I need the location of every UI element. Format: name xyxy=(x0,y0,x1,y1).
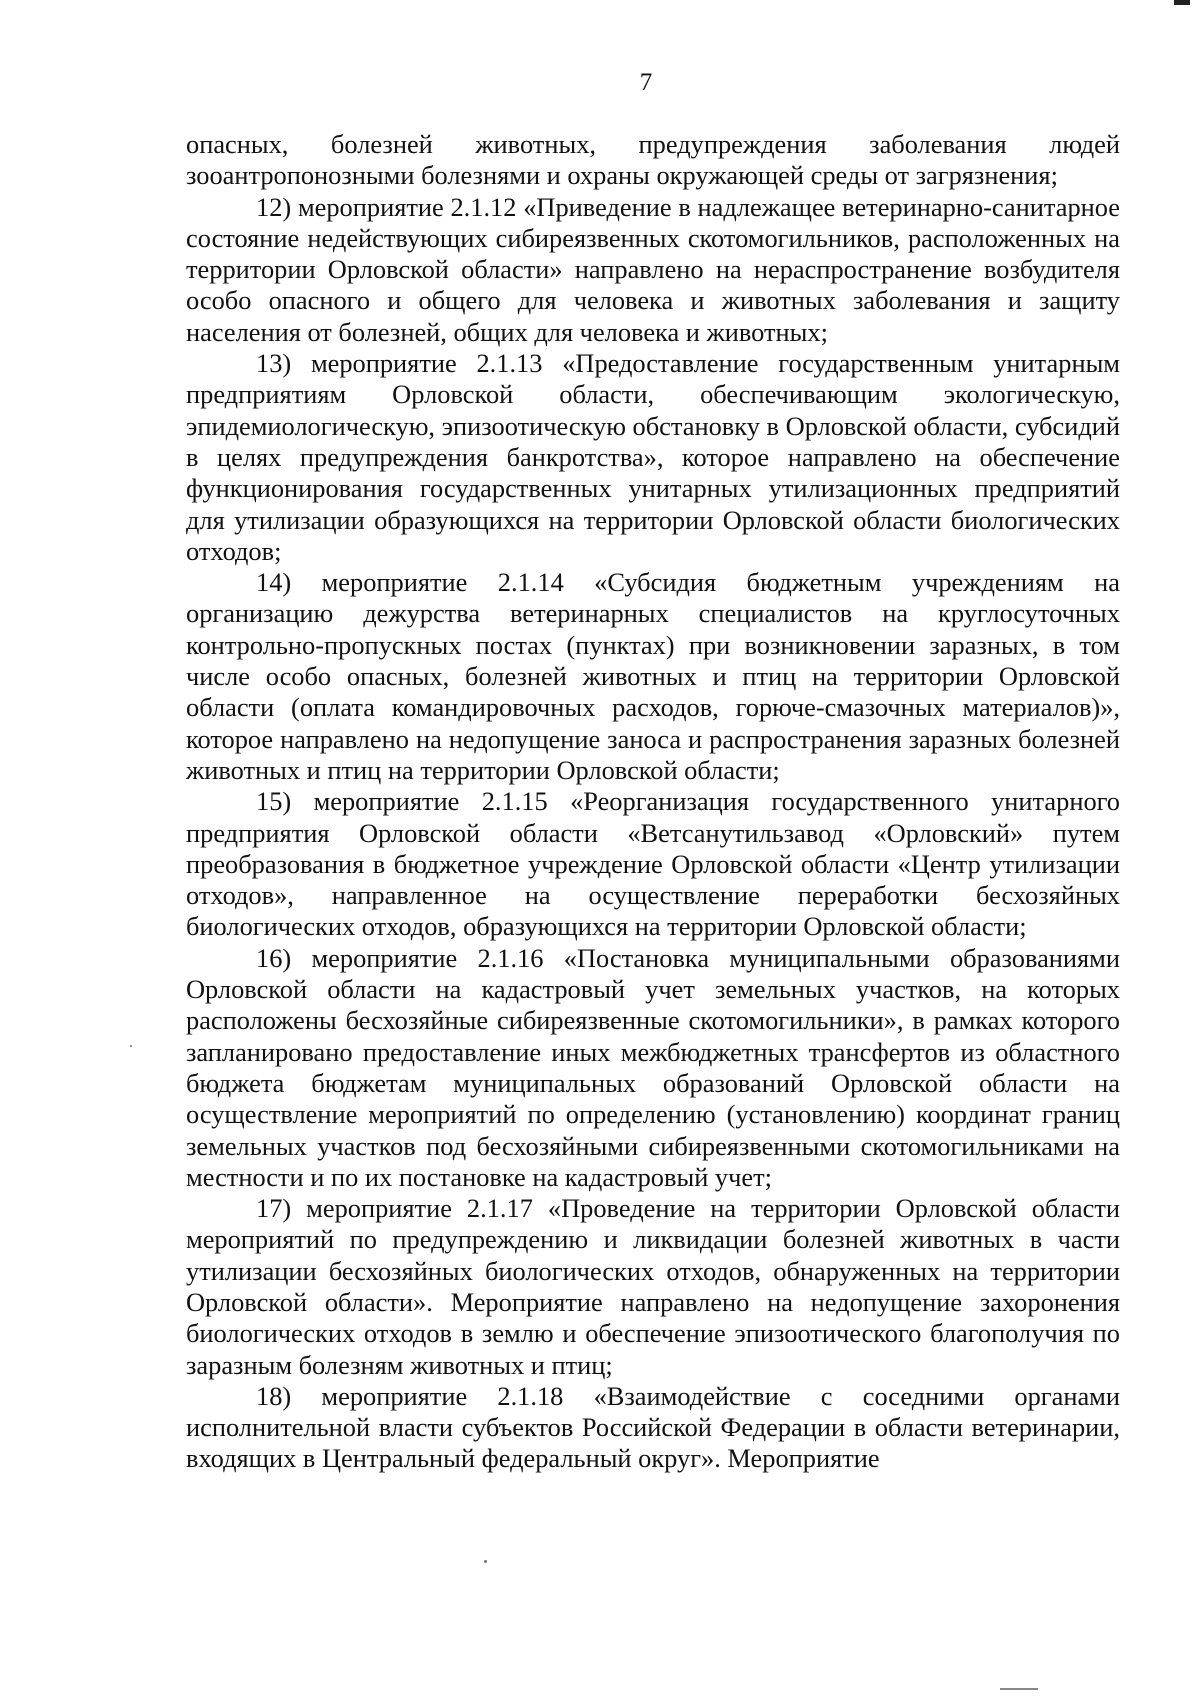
page-number: 7 xyxy=(639,69,653,96)
scan-speck xyxy=(484,1560,487,1563)
paragraph-item-14: 14) мероприятие 2.1.14 «Субсидия бюджетным учреждениям на организацию дежурства ветеринарных специалистов на круглосуточных контрольно-пропускных постах (пунктах) при возникновении заразных, в том числе особо опасных, болезней животных и птиц на территории Орловской области (оплата командировочных расходов, горюче-смазочных материалов)», которое направлено на недопущение заноса и распространения заразных болезней животных и птиц на территории Орловской области; xyxy=(186,567,1120,785)
document-body xyxy=(186,129,1120,1475)
scan-footer-dash xyxy=(1000,1688,1038,1690)
paragraph-item-12: 12) мероприятие 2.1.12 «Приведение в надлежащее ветеринарно-санитарное состояние недействующих сибиреязвенных скотомогильников, расположенных на территории Орловской области» направлено на нераспространение возбудителя особо опасного и общего для человека и животных заболевания и защиту населения от болезней, общих для человека и животных; xyxy=(186,191,1120,347)
paragraph-item-15: 15) мероприятие 2.1.15 «Реорганизация государственного унитарного предприятия Орловской области «Ветсанутильзавод «Орловский» путем преобразования в бюджетное учреждение Орловской области «Центр утилизации отходов», направленное на осуществление переработки бесхозяйных биологических отходов, образующихся на территории Орловской области; xyxy=(186,786,1120,942)
paragraph-item-17: 17) мероприятие 2.1.17 «Проведение на территории Орловской области мероприятий по предупреждению и ликвидации болезней животных в части утилизации бесхозяйных биологических отходов, обнаруженных на территории Орловской области». Мероприятие направлено на недопущение захоронения биологических отходов в землю и обеспечение эпизоотического благополучия по заразным болезням животных и птиц; xyxy=(186,1193,1120,1380)
paragraph-continuation: опасных, болезней животных, предупреждения заболевания людей зооантропонозными болезнями и охраны окружающей среды от загрязнения; xyxy=(186,129,1120,191)
paragraph-item-13: 13) мероприятие 2.1.13 «Предоставление государственным унитарным предприятиям Орловской области, обеспечивающим экологическую, эпидемиологическую, эпизоотическую обстановку в Орловской области, субсидий в целях предупреждения банкротства», которое направлено на обеспечение функционирования государственных унитарных утилизационных предприятий для утилизации образующихся на территории Орловской области биологических отходов; xyxy=(186,348,1120,566)
scan-corner-mark xyxy=(1174,0,1190,5)
paragraph-item-16: 16) мероприятие 2.1.16 «Постановка муниципальными образованиями Орловской области на кадастровый учет земельных участков, на которых расположены бесхозяйные сибиреязвенные скотомогильники», в рамках которого запланировано предоставление иных межбюджетных трансфертов из областного бюджета бюджетам муниципальных образований Орловской области на осуществление мероприятий по определению (установлению) координат границ земельных участков под бесхозяйными сибиреязвенными скотомогильниками на местности и по их постановке на кадастровый учет; xyxy=(186,942,1120,1192)
paragraph-item-18: 18) мероприятие 2.1.18 «Взаимодействие с соседними органами исполнительной власти субъектов Российской Федерации в области ветеринарии, входящих в Центральный федеральный округ». Мероприятие xyxy=(186,1380,1120,1474)
scan-speck xyxy=(130,1045,132,1047)
